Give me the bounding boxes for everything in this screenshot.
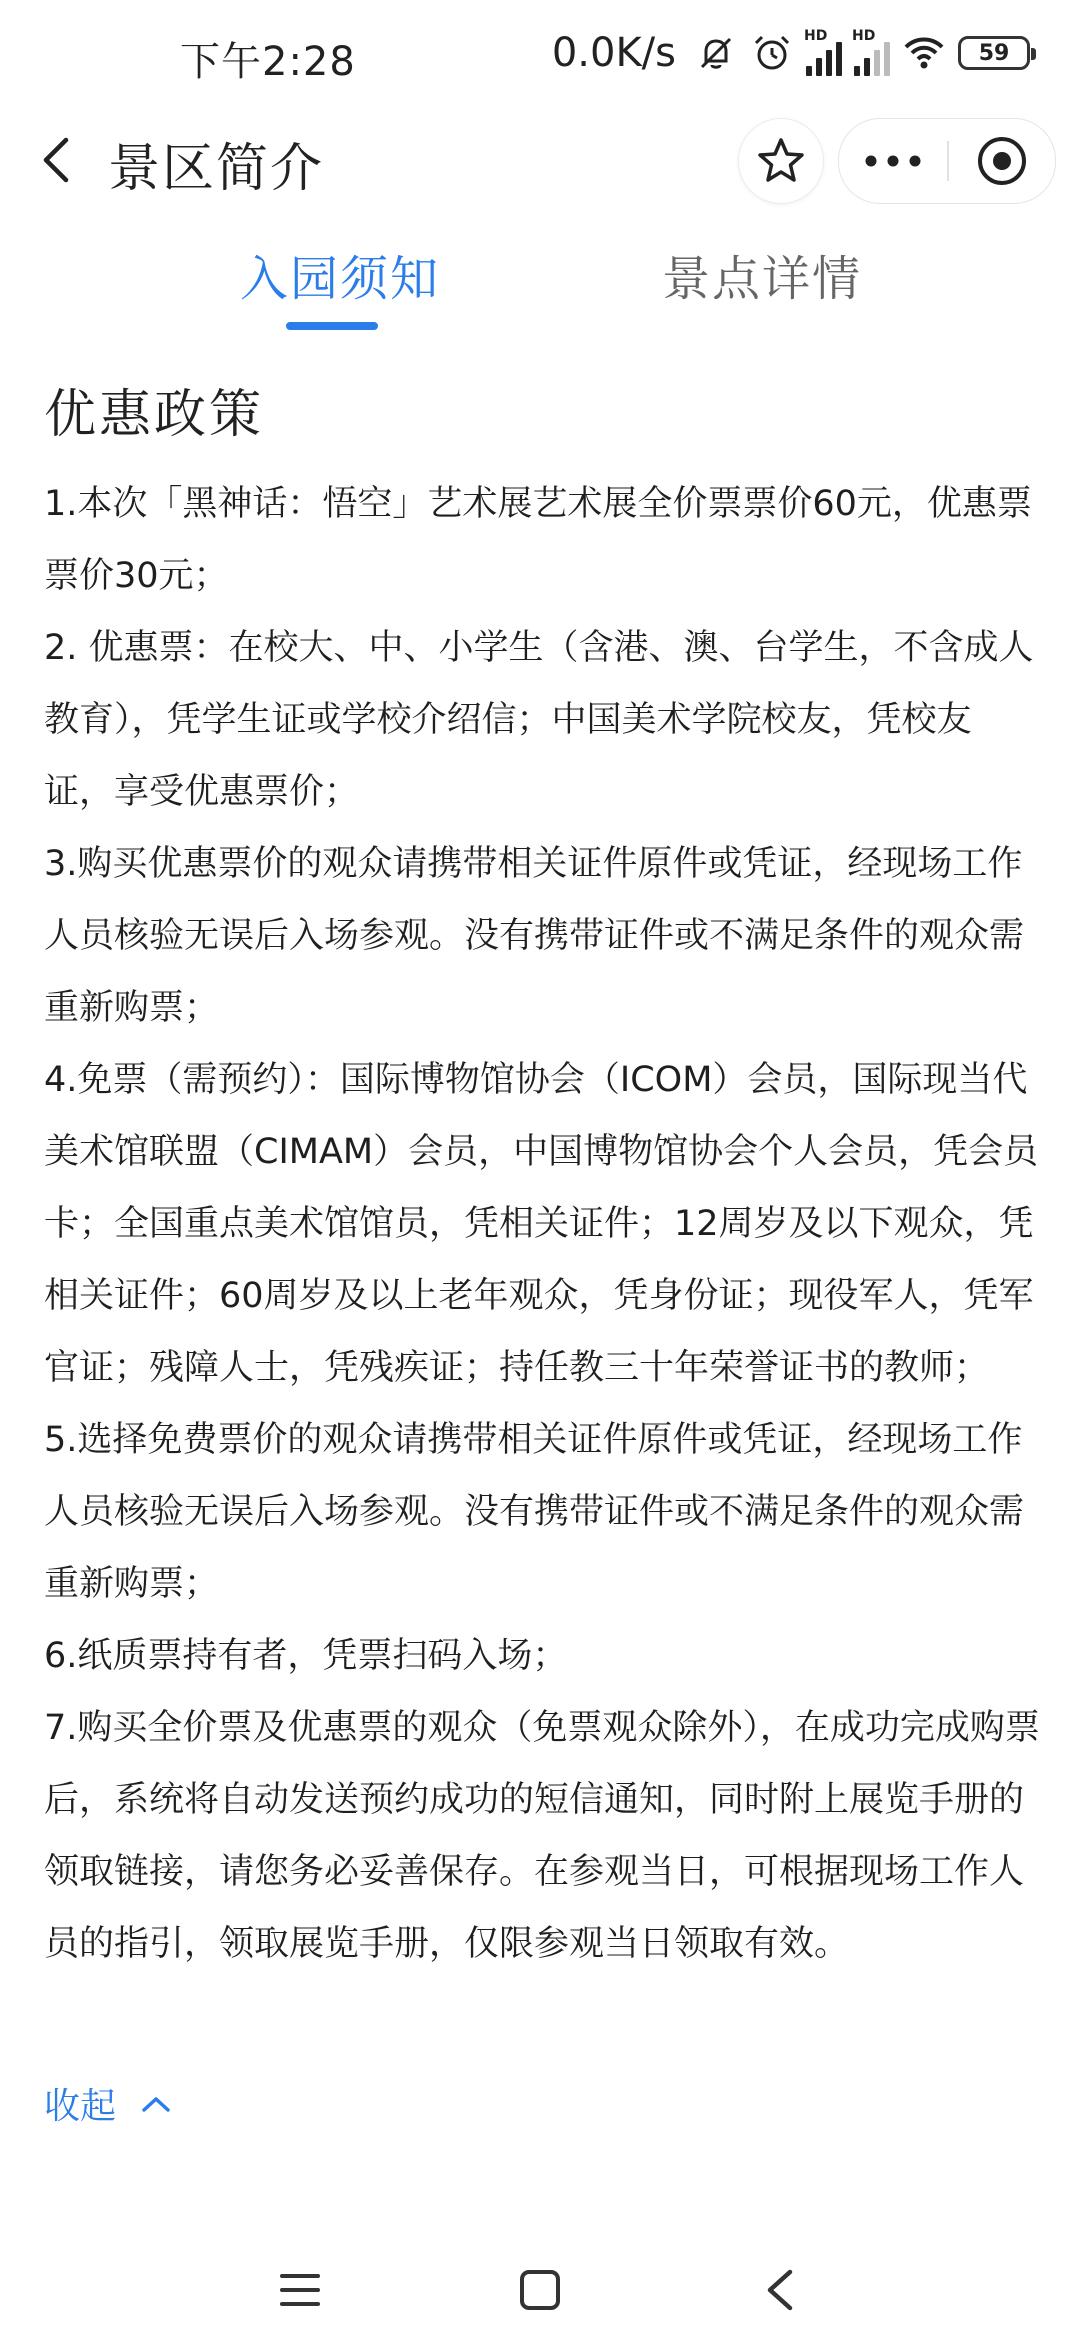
tab-attraction-details[interactable]: 景点详情 [662, 251, 863, 307]
mute-bell-icon [694, 31, 738, 75]
signal-icon-2 [854, 30, 890, 76]
active-tab-indicator [286, 322, 378, 330]
collapse-label: 收起 [44, 2086, 117, 2127]
system-nav-bar [0, 2240, 1080, 2340]
policy-item-6: 6.纸质票持有者，凭票扫码入场； [44, 1636, 568, 1676]
policy-item-5: 5.选择免费票价的观众请携带相关证件原件或凭证，经现场工作人员核验无误后入场参观。没有携带证件或不满足条件的观众需重新购票； [44, 1420, 1025, 1604]
triangle-back-icon [760, 2266, 800, 2314]
chevron-up-icon [140, 2094, 172, 2114]
section-title: 优惠政策 [44, 385, 265, 445]
policy-item-7: 7.购买全价票及优惠票的观众（免票观众除外），在成功完成购票后，系统将自动发送预约成功的短信通知，同时附上展览手册的领取链接，请您务必妥善保存。在参观当日，可根据现场工作人员的指引，领取展览手册，仅限参观当日领取有效。 [44, 1708, 1040, 1964]
policy-item-1: 1.本次「黑神话：悟空」艺术展艺术展全价票票价60元，优惠票票价30元； [44, 484, 1032, 596]
status-time: 下午2:28 [180, 39, 356, 85]
policy-list [44, 468, 1040, 1980]
menu-icon [278, 2270, 322, 2310]
policy-item-4: 4.免票（需预约）：国际博物馆协会（ICOM）会员，国际现当代美术馆联盟（CIMAM）会员，中国博物馆协会个人会员，凭会员卡；全国重点美术馆馆员，凭相关证件；12周岁及以下观众，凭相关证件；60周岁及以上老年观众，凭身份证；现役军人，凭军官证；残障人士，凭残疾证；持任教三十年荣誉证书的教师； [44, 1060, 1039, 1388]
alarm-icon [750, 31, 794, 75]
status-bar [0, 0, 1080, 120]
more-dots-icon [863, 153, 923, 169]
nav-back-button[interactable] [752, 2262, 808, 2318]
tab-entry-notice[interactable]: 入园须知 [240, 251, 441, 307]
status-icons [552, 28, 1030, 78]
signal-icon [806, 30, 842, 76]
close-mini-program-button[interactable] [949, 119, 1055, 203]
wifi-icon [902, 31, 946, 75]
more-button[interactable] [839, 119, 947, 203]
page-title: 景区简介 [108, 139, 325, 199]
net-speed: 0.0K/s [551, 30, 676, 76]
header [0, 110, 1080, 210]
hd-label: HD [804, 28, 828, 44]
star-icon [755, 135, 807, 187]
mini-program-capsule [838, 118, 1056, 204]
favorite-button[interactable] [738, 118, 824, 204]
policy-item-3: 3.购买优惠票价的观众请携带相关证件原件或凭证，经现场工作人员核验无误后入场参观。没有携带证件或不满足条件的观众需重新购票； [44, 844, 1025, 1028]
chevron-left-icon [30, 130, 90, 190]
nav-home-button[interactable] [512, 2262, 568, 2318]
square-icon [518, 2268, 562, 2312]
target-icon [975, 134, 1029, 188]
hd-label-2: HD [852, 28, 876, 44]
back-button[interactable] [30, 130, 90, 190]
policy-item-2: 2. 优惠票：在校大、中、小学生（含港、澳、台学生，不含成人教育），凭学生证或学校介绍信；中国美术学院校友，凭校友证，享受优惠票价； [44, 628, 1034, 812]
nav-menu-button[interactable] [272, 2262, 328, 2318]
tab-bar [0, 240, 1080, 340]
battery-icon: 59 [958, 36, 1030, 70]
collapse-button[interactable] [44, 2078, 172, 2129]
